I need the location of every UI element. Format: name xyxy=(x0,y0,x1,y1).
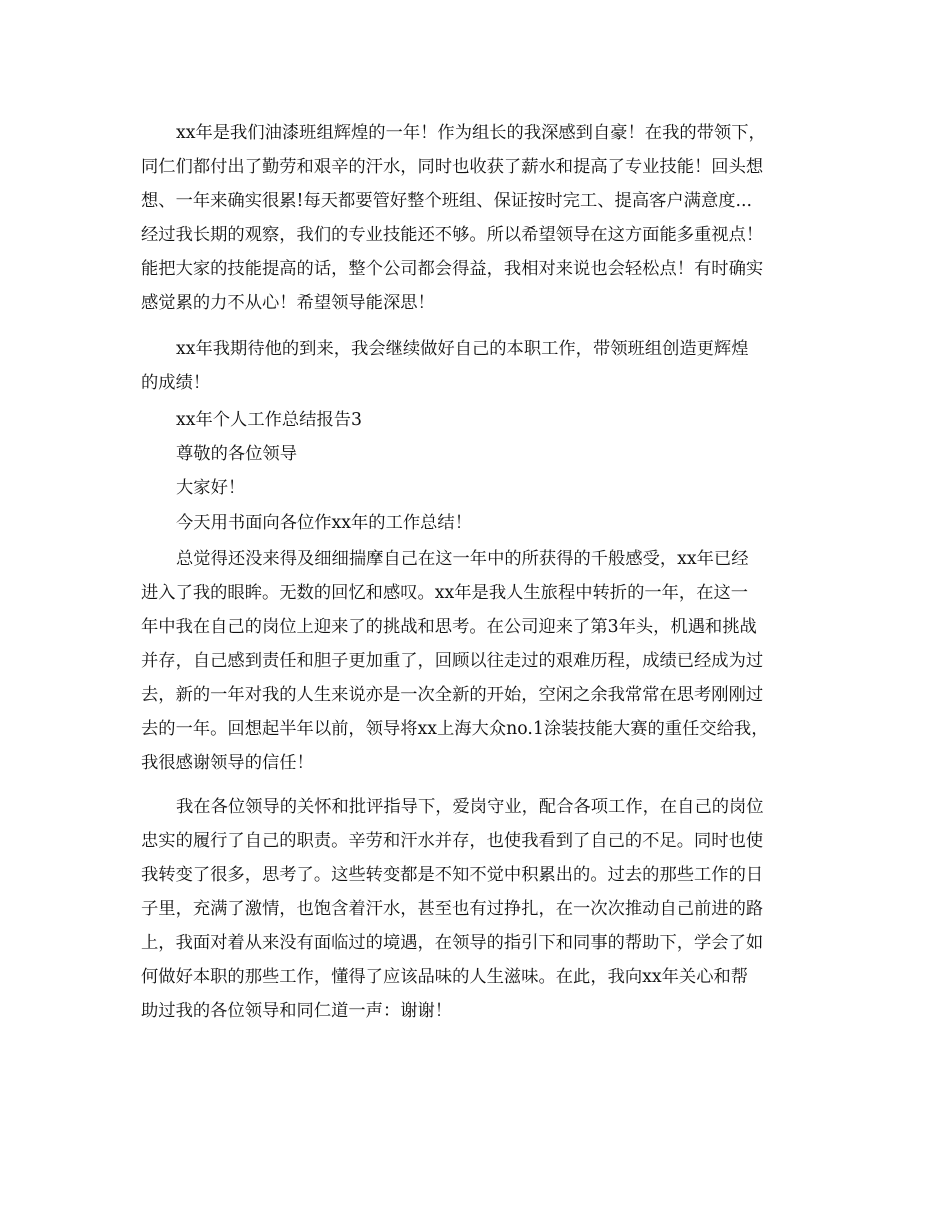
text-line: 总觉得还没来得及细细揣摩自己在这一年中的所获得的千般感受，xx年已经 xyxy=(176,549,749,569)
text-line: 经过我长期的观察，我们的专业技能还不够。所以希望领导在这方面能多重视点！ xyxy=(141,225,764,245)
text-line: 子里，充满了激情，也饱含着汗水，甚至也有过挣扎，在一次次推动自己前进的路 xyxy=(141,899,764,919)
section-title: xx年个人工作总结报告3 xyxy=(176,410,363,430)
text-line: 我在各位领导的关怀和批评指导下，爱岗守业，配合各项工作，在自己的岗位 xyxy=(176,797,764,817)
text-line: 能把大家的技能提高的话，整个公司都会得益，我相对来说也会轻松点！有时确实 xyxy=(141,259,764,279)
text-line: xx年是我们油漆班组辉煌的一年！作为组长的我深感到自豪！在我的带领下， xyxy=(176,123,766,143)
text-line: 进入了我的眼眸。无数的回忆和感叹。xx年是我人生旅程中转折的一年，在这一 xyxy=(141,583,749,603)
text-line: 我转变了很多，思考了。这些转变都是不知不觉中积累出的。过去的那些工作的日 xyxy=(141,865,764,885)
text-line: 去的一年。回想起半年以前，领导将xx上海大众no.1涂装技能大赛的重任交给我， xyxy=(141,719,769,739)
text-line: 助过我的各位领导和同仁道一声：谢谢！ xyxy=(141,1001,453,1021)
text-line: 上，我面对着从来没有面临过的境遇，在领导的指引下和同事的帮助下，学会了如 xyxy=(141,933,764,953)
text-line: xx年我期待他的到来，我会继续做好自己的本职工作，带领班组创造更辉煌 xyxy=(176,339,749,359)
text-line: 同仁们都付出了勤劳和艰辛的汗水，同时也收获了薪水和提高了专业技能！回头想 xyxy=(141,157,764,177)
text-line: 并存，自己感到责任和胆子更加重了，回顾以往走过的艰难历程，成绩已经成为过 xyxy=(141,651,764,671)
text-line: 想、一年来确实很累!每天都要管好整个班组、保证按时完工、提高客户满意度... xyxy=(141,191,752,211)
text-line: 忠实的履行了自己的职责。辛劳和汗水并存，也使我看到了自己的不足。同时也使 xyxy=(141,831,764,851)
greeting: 大家好！ xyxy=(176,478,246,498)
text-line: 年中我在自己的岗位上迎来了的挑战和思考。在公司迎来了第3年头，机遇和挑战 xyxy=(141,617,757,637)
text-line: 感觉累的力不从心！希望领导能深思！ xyxy=(141,293,435,313)
text-line: 今天用书面向各位作xx年的工作总结！ xyxy=(176,513,472,533)
text-line: 何做好本职的那些工作，懂得了应该品味的人生滋味。在此，我向xx年关心和帮 xyxy=(141,967,749,987)
text-line: 我很感谢领导的信任！ xyxy=(141,753,314,773)
text-line: 的成绩！ xyxy=(141,373,211,393)
text-line: 去，新的一年对我的人生来说亦是一次全新的开始，空闲之余我常常在思考刚刚过 xyxy=(141,685,764,705)
salutation: 尊敬的各位领导 xyxy=(176,444,297,464)
